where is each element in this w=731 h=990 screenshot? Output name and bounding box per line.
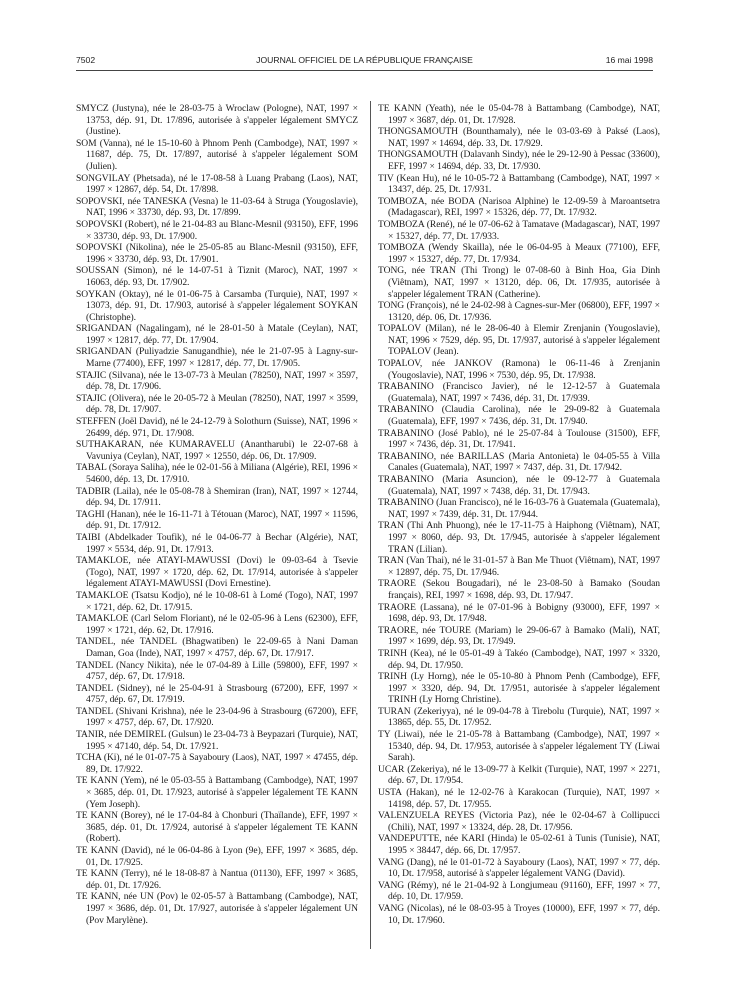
naturalization-entry: TAMAKLOE (Carl Selom Floriant), né le 02-05-96 à Lens (62300), EFF, 1997 × 1721, dép. 62, Dt. 17/916. [76,613,358,636]
naturalization-entry: VANG (Rémy), né le 21-04-92 à Longjumeau (91160), EFF, 1997 × 77, dép. 10, Dt. 17/959. [378,879,660,903]
naturalization-entry: TANDEL (Nancy Nikita), née le 07-04-89 à Lille (59800), EFF, 1997 × 4757, dép. 67, Dt. 17/918. [76,659,358,683]
naturalization-entry: TANDEL (Shivani Krishna), née le 23-04-96 à Strasbourg (67200), EFF, 1997 × 4757, dép. 67, Dt. 17/920. [76,705,358,729]
naturalization-entry: TE KANN (David), né le 06-04-86 à Lyon (9e), EFF, 1997 × 3685, dép. 01, Dt. 17/925. [76,845,358,868]
naturalization-entry: TOPALOV (Milan), né le 28-06-40 à Elemir Zrenjanin (Yougoslavie), NAT, 1996 × 7529, dép. 95, Dt. 17/937, autorisé à s'appeler légalement TOPALOV (Jean). [378,323,660,358]
naturalization-entry: TRAN (Van Thai), né le 31-01-57 à Ban Me Thuot (Viêtnam), NAT, 1997 × 12897, dép. 75, Dt. 17/946. [378,555,660,578]
naturalization-entry: TAMAKLOE, née ATAYI-MAWUSSI (Dovi) le 09-03-64 à Tsevie (Togo), NAT, 1997 × 1720, dép. 62, Dt. 17/914, autorisée à s'appeler légalement ATAYI-MAWUSSI (Dovi Ernestine). [76,555,358,590]
naturalization-entry: SOUSSAN (Simon), né le 14-07-51 à Tiznit (Maroc), NAT, 1997 × 16063, dép. 93, Dt. 17/902. [76,265,358,288]
column-divider [370,101,371,949]
naturalization-entry: TANDEL, née TANDEL (Bhagwatiben) le 22-09-65 à Nani Daman Daman, Goa (Inde), NAT, 1997 × 4757, dép. 67, Dt. 17/917. [76,636,358,659]
naturalization-entry: THONGSAMOUTH (Bounthamaly), née le 03-03-69 à Paksé (Laos), NAT, 1997 × 14694, dép. 33, Dt. 17/929. [378,126,660,149]
naturalization-entry: VANDEPUTTE, née KARI (Hinda) le 05-02-61 à Tunis (Tunisie), NAT, 1995 × 38447, dép. 66, Dt. 17/957. [378,833,660,856]
naturalization-entry: SOM (Vanna), né le 15-10-60 à Phnom Penh (Cambodge), NAT, 1997 × 11687, dép. 75, Dt. 17/897, autorisé à s'appeler légalement SOM (Julien). [76,137,358,172]
left-column [76,103,358,926]
naturalization-entry: TABAL (Soraya Saliha), née le 02-01-56 à Miliana (Algérie), REI, 1996 × 54600, dép. 13, Dt. 17/910. [76,462,358,485]
naturalization-entry: VANG (Dang), né le 01-01-72 à Sayaboury (Laos), NAT, 1997 × 77, dép. 10, Dt. 17/958, autorisé à s'appeler légalement VANG (David). [378,856,660,880]
naturalization-entry: STAJIC (Olivera), née le 20-05-72 à Meulan (78250), NAT, 1997 × 3599, dép. 78, Dt. 17/907. [76,392,358,416]
naturalization-entry: TOPALOV, née JANKOV (Ramona) le 06-11-46 à Zrenjanin (Yougoslavie), NAT, 1996 × 7530, dép. 95, Dt. 17/938. [378,358,660,381]
naturalization-entry: STAJIC (Silvana), née le 13-07-73 à Meulan (78250), NAT, 1997 × 3597, dép. 78, Dt. 17/906. [76,369,358,393]
journal-title: JOURNAL OFFICIEL DE LA RÉPUBLIQUE FRANÇAISE [256,55,473,65]
naturalization-entry: SOPOVSKI (Nikolina), née le 25-05-85 au Blanc-Mesnil (93150), EFF, 1996 × 33730, dép. 93, Dt. 17/901. [76,242,358,265]
naturalization-entry: TADBIR (Laila), née le 05-08-78 à Shemiran (Iran), NAT, 1997 × 12744, dép. 94, Dt. 17/911. [76,485,358,509]
naturalization-entry: TE KANN (Terry), né le 18-08-87 à Nantua (01130), EFF, 1997 × 3685, dép. 01, Dt. 17/926. [76,868,358,891]
naturalization-entry: TE KANN (Yeath), née le 05-04-78 à Battambang (Cambodge), NAT, 1997 × 3687, dép. 01, Dt. 17/928. [378,103,660,126]
naturalization-entry: SOYKAN (Oktay), né le 01-06-75 à Carsamba (Turquie), NAT, 1997 × 13073, dép. 91, Dt. 17/903, autorisé à s'appeler légalement SOYKAN (Christophe). [76,288,358,323]
naturalization-entry: TAMAKLOE (Tsatsu Kodjo), né le 10-08-61 à Lomé (Togo), NAT, 1997 × 1721, dép. 62, Dt. 17/915. [76,589,358,613]
naturalization-entry: SUTHAKARAN, née KUMARAVELU (Anantharubi) le 22-07-68 à Vavuniya (Ceylan), NAT, 1997 × 12550, dép. 06, Dt. 17/909. [76,439,358,462]
header-rule [76,70,653,71]
naturalization-entry: TY (Liwai), née le 21-05-78 à Battambang (Cambodge), NAT, 1997 × 15340, dép. 94, Dt. 17/953, autorisée à s'appeler légalement TY (Liwai Sarah). [378,729,660,764]
naturalization-entry: STEFFEN (Joël David), né le 24-12-79 à Solothurn (Suisse), NAT, 1996 × 26499, dép. 971, Dt. 17/908. [76,416,358,439]
naturalization-entry: TIV (Kean Hu), né le 10-05-72 à Battambang (Cambodge), NAT, 1997 × 13437, dép. 25, Dt. 17/931. [378,172,660,196]
naturalization-entry: TCHA (Ki), né le 01-07-75 à Sayaboury (Laos), NAT, 1997 × 47455, dép. 89, Dt. 17/922. [76,752,358,775]
naturalization-entry: TONG, née TRAN (Thi Trong) le 07-08-60 à Binh Hoa, Gia Dinh (Viêtnam), NAT, 1997 × 13120, dép. 06, Dt. 17/935, autorisée à s'appeler légalement TRAN (Catherine). [378,265,660,300]
naturalization-entry: THONGSAMOUTH (Dalavanh Sindy), née le 29-12-90 à Pessac (33600), EFF, 1997 × 14694, dép. 33, Dt. 17/930. [378,149,660,172]
issue-date: 16 mai 1998 [605,55,653,65]
naturalization-entry: TOMBOZA, née BODA (Narisoa Alphine) le 12-09-59 à Maroantsetra (Madagascar), REI, 1997 × 15326, dép. 77, Dt. 17/932. [378,195,660,219]
naturalization-entry: TOMBOZA (René), né le 07-06-62 à Tamatave (Madagascar), NAT, 1997 × 15327, dép. 77, Dt. 17/933. [378,218,660,242]
naturalization-entry: TRAORE (Sekou Bougadari), né le 23-08-50 à Bamako (Soudan français), REI, 1997 × 1698, dép. 93, Dt. 17/947. [378,578,660,601]
page-number: 7502 [76,55,96,65]
right-column [378,103,660,926]
naturalization-entry: VALENZUELA REYES (Victoria Paz), née le 02-04-67 à Collipucci (Chili), NAT, 1997 × 13324, dép. 28, Dt. 17/956. [378,810,660,833]
naturalization-entry: TRABANINO (Juan Francisco), né le 16-03-76 à Guatemala (Guatemala), NAT, 1997 × 7439, dép. 31, Dt. 17/944. [378,497,660,520]
naturalization-entry: SRIGANDAN (Puliyadzie Sanugandhie), née le 21-07-95 à Lagny-sur-Marne (77400), EFF, 1997 × 12817, dép. 77, Dt. 17/905. [76,346,358,370]
naturalization-entry: SRIGANDAN (Nagalingam), né le 28-01-50 à Matale (Ceylan), NAT, 1997 × 12817, dép. 77, Dt. 17/904. [76,323,358,346]
naturalization-entry: USTA (Hakan), né le 12-02-76 à Karakocan (Turquie), NAT, 1997 × 14198, dép. 57, Dt. 17/955. [378,787,660,810]
naturalization-entry: SOPOVSKI, née TANESKA (Vesna) le 11-03-64 à Struga (Yougoslavie), NAT, 1996 × 33730, dép. 93, Dt. 17/899. [76,195,358,219]
naturalization-entry: TE KANN, née UN (Pov) le 02-05-57 à Battambang (Cambodge), NAT, 1997 × 3686, dép. 01, Dt. 17/927, autorisée à s'appeler légalement UN (Pov Marylène). [76,891,358,926]
naturalization-entry: TRABANINO, née BARILLAS (Maria Antonieta) le 04-05-55 à Villa Canales (Guatemala), NAT, 1997 × 7437, dép. 31, Dt. 17/942. [378,450,660,474]
naturalization-entry: TRINH (Kea), né le 05-01-49 à Takéo (Cambodge), NAT, 1997 × 3320, dép. 94, Dt. 17/950. [378,647,660,671]
naturalization-entry: TANIR, née DEMIREL (Gulsun) le 23-04-73 à Beypazari (Turquie), NAT, 1995 × 47140, dép. 54, Dt. 17/921. [76,729,358,752]
naturalization-entry: TE KANN (Yem), né le 05-03-55 à Battambang (Cambodge), NAT, 1997 × 3685, dép. 01, Dt. 17/923, autorisé à s'appeler légalement TE KANN (Yem Joseph). [76,775,358,810]
naturalization-entry: SOPOVSKI (Robert), né le 21-04-83 au Blanc-Mesnil (93150), EFF, 1996 × 33730, dép. 93, Dt. 17/900. [76,218,358,242]
naturalization-entry: TONG (François), né le 24-02-98 à Cagnes-sur-Mer (06800), EFF, 1997 × 13120, dép. 06, Dt. 17/936. [378,300,660,323]
naturalization-entry: TURAN (Zekeriyya), né le 09-04-78 à Tirebolu (Turquie), NAT, 1997 × 13865, dép. 55, Dt. 17/952. [378,705,660,729]
naturalization-entry: UCAR (Zekeriya), né le 13-09-77 à Kelkit (Turquie), NAT, 1997 × 2271, dép. 67, Dt. 17/954. [378,763,660,787]
naturalization-entry: TRAORE (Lassana), né le 07-01-96 à Bobigny (93000), EFF, 1997 × 1698, dép. 93, Dt. 17/948. [378,601,660,625]
naturalization-entry: TRAN (Thi Anh Phuong), née le 17-11-75 à Haiphong (Viêtnam), NAT, 1997 × 8060, dép. 93, Dt. 17/945, autorisée à s'appeler légalement TRAN (Lilian). [378,520,660,555]
naturalization-entry: TRABANINO (José Pablo), né le 25-07-84 à Toulouse (31500), EFF, 1997 × 7436, dép. 31, Dt. 17/941. [378,427,660,451]
naturalization-entry: TOMBOZA (Wendy Skailla), née le 06-04-95 à Meaux (77100), EFF, 1997 × 15327, dép. 77, Dt. 17/934. [378,242,660,265]
naturalization-entry: SMYCZ (Justyna), née le 28-03-75 à Wroclaw (Pologne), NAT, 1997 × 13753, dép. 91, Dt. 17/896, autorisée à s'appeler légalement SMYCZ (Justine). [76,103,358,138]
naturalization-entry: TE KANN (Borey), né le 17-04-84 à Chonburi (Thaïlande), EFF, 1997 × 3685, dép. 01, Dt. 17/924, autorisé à s'appeler légalement TE KANN (Robert). [76,810,358,845]
naturalization-entry: TRINH (Ly Horng), née le 05-10-80 à Phnom Penh (Cambodge), EFF, 1997 × 3320, dép. 94, Dt. 17/951, autorisée à s'appeler légalement TRINH (Ly Horng Christine). [378,671,660,706]
naturalization-entry: TANDEL (Sidney), né le 25-04-91 à Strasbourg (67200), EFF, 1997 × 4757, dép. 67, Dt. 17/919. [76,682,358,706]
naturalization-entry: TRABANINO (Maria Asuncion), née le 09-12-77 à Guatemala (Guatemala), NAT, 1997 × 7438, dép. 31, Dt. 17/943. [378,474,660,497]
naturalization-entry: TAIBI (Abdelkader Toufik), né le 04-06-77 à Bechar (Algérie), NAT, 1997 × 5534, dép. 91, Dt. 17/913. [76,531,358,555]
naturalization-entry: SONGVILAY (Phetsada), né le 17-08-58 à Luang Prabang (Laos), NAT, 1997 × 12867, dép. 54, Dt. 17/898. [76,172,358,196]
naturalization-entry: TRAORE, née TOURE (Mariam) le 29-06-67 à Bamako (Mali), NAT, 1997 × 1699, dép. 93, Dt. 17/949. [378,624,660,648]
naturalization-entry: VANG (Nicolas), né le 08-03-95 à Troyes (10000), EFF, 1997 × 77, dép. 10, Dt. 17/960. [378,902,660,926]
page-header [76,55,653,69]
naturalization-entry: TRABANINO (Claudia Carolina), née le 29-09-82 à Guatemala (Guatemala), EFF, 1997 × 7436, dép. 31, Dt. 17/940. [378,404,660,428]
naturalization-entry: TRABANINO (Francisco Javier), né le 12-12-57 à Guatemala (Guatemala), NAT, 1997 × 7436, dép. 31, Dt. 17/939. [378,381,660,404]
naturalization-entry: TAGHI (Hanan), née le 16-11-71 à Tétouan (Maroc), NAT, 1997 × 11596, dép. 91, Dt. 17/912. [76,508,358,532]
